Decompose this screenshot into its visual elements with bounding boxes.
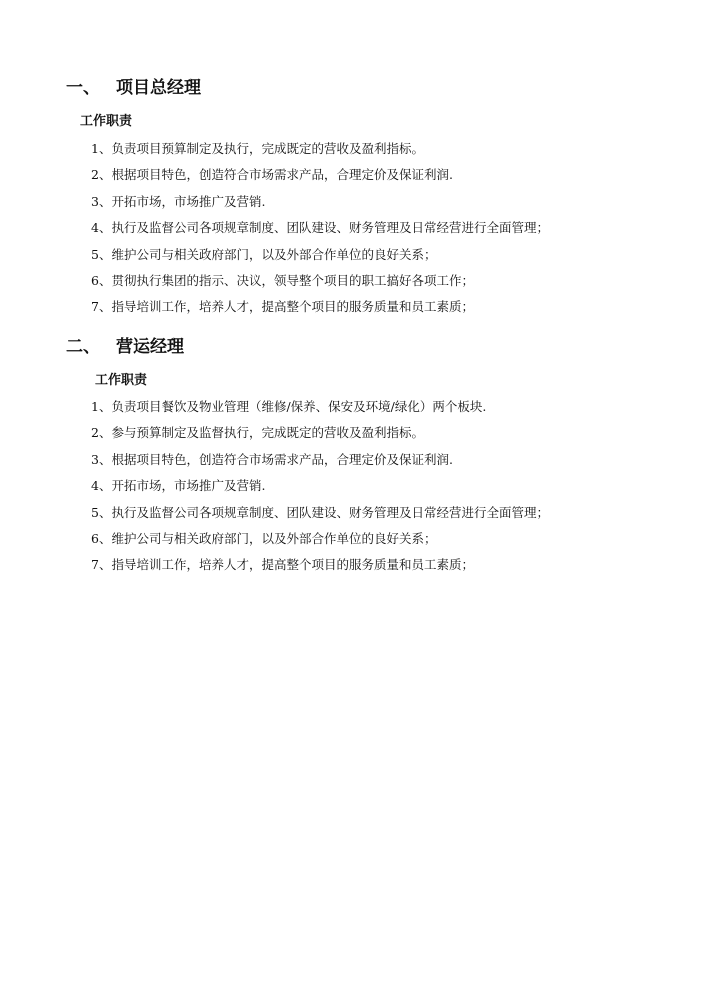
section-heading [66, 336, 184, 358]
section-title: 项目总经理 [116, 78, 201, 98]
list-item: 2、参与预算制定及监督执行，完成既定的营收及盈利指标。 [91, 425, 424, 441]
list-item: 6、贯彻执行集团的指示、决议，领导整个项目的职工搞好各项工作； [91, 272, 474, 288]
list-item: 3、开拓市场，市场推广及营销. [91, 193, 266, 209]
list-item: 5、执行及监督公司各项规章制度、团队建设、财务管理及日常经营进行全面管理； [91, 504, 549, 520]
list-item: 4、执行及监督公司各项规章制度、团队建设、财务管理及日常经营进行全面管理； [91, 220, 549, 236]
section-number: 二、 [66, 337, 100, 357]
list-item: 4、开拓市场，市场推广及营销. [91, 478, 266, 494]
list-item: 7、指导培训工作，培养人才，提高整个项目的服务质量和员工素质； [91, 299, 474, 315]
section-number: 一、 [66, 78, 100, 98]
section-subtitle: 工作职责 [95, 373, 148, 388]
duty-list [91, 398, 549, 583]
list-item: 2、根据项目特色，创造符合市场需求产品，合理定价及保证利润. [91, 167, 453, 183]
list-item: 6、维护公司与相关政府部门，以及外部合作单位的良好关系； [91, 530, 437, 546]
duty-list [91, 140, 549, 325]
section-heading [66, 77, 201, 99]
list-item: 1、负责项目餐饮及物业管理（维修/保养、保安及环境/绿化）两个板块. [91, 399, 487, 414]
section-title: 营运经理 [116, 337, 184, 357]
list-item: 7、指导培训工作，培养人才，提高整个项目的服务质量和员工素质； [91, 557, 474, 573]
list-item: 5、维护公司与相关政府部门，以及外部合作单位的良好关系； [91, 246, 437, 262]
list-item: 3、根据项目特色，创造符合市场需求产品，合理定价及保证利润. [91, 451, 453, 467]
section-subtitle: 工作职责 [80, 114, 133, 129]
list-item: 1、负责项目预算制定及执行，完成既定的营收及盈利指标。 [91, 141, 424, 156]
